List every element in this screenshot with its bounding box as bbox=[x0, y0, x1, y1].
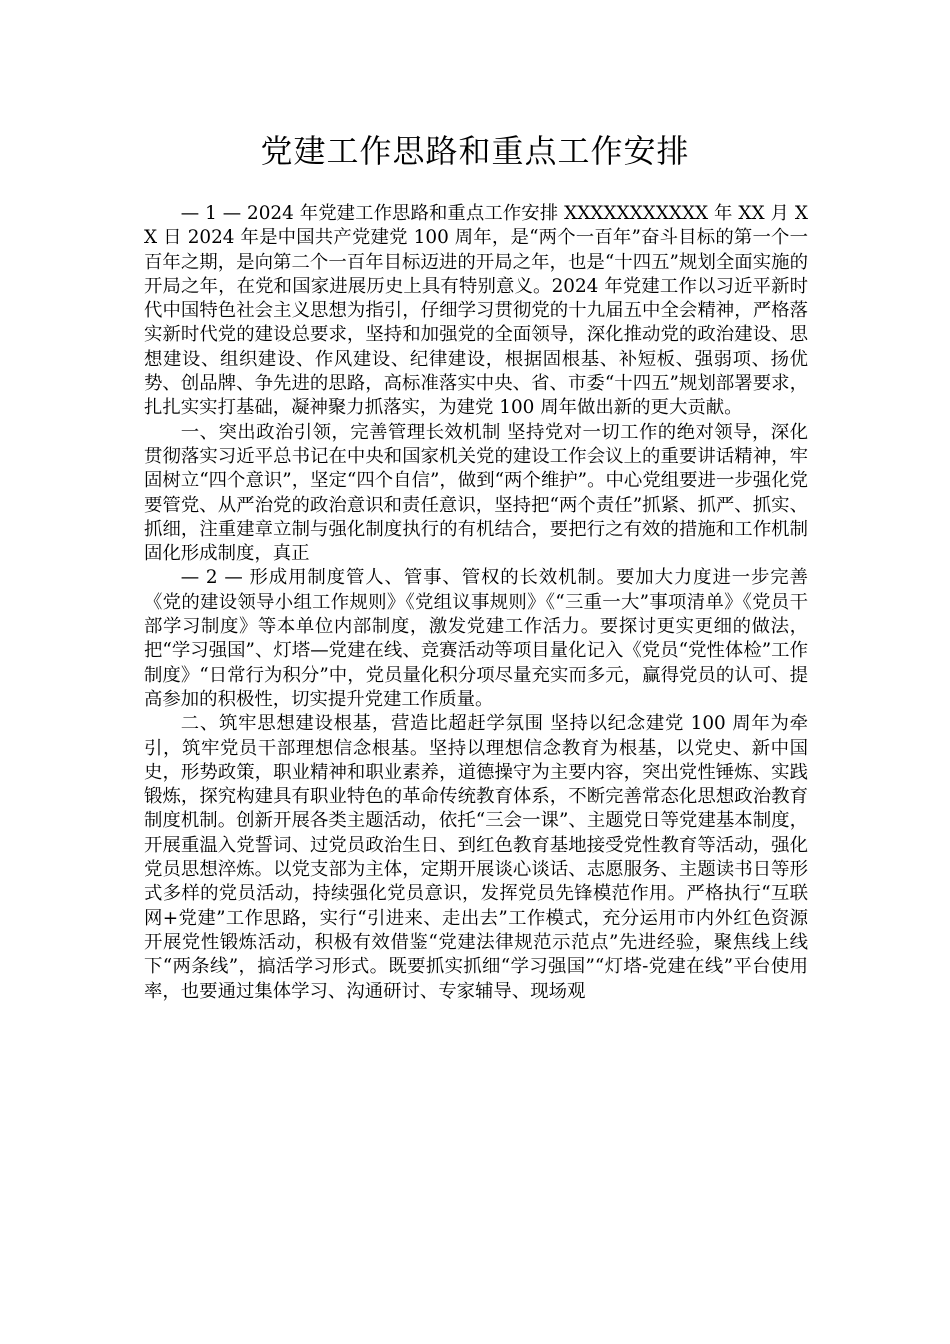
paragraph-2: 一、突出政治引领，完善管理长效机制 坚持党对一切工作的绝对领导，深化贯彻落实习近平总书记在中央和国家机关党的建设工作会议上的重要讲话精神，牢固树立“四个意识”，坚定“四个自信”，做到“两个维护”。中心党组要进一步强化党要管党、从严治党的政治意识和责任意识，坚持把“两个责任”抓紧、抓严、抓实、抓细，注重建章立制与强化制度执行的有机结合，要把行之有效的措施和工作机制固化形成制度，真正 bbox=[144, 421, 808, 565]
paragraph-3: — 2 — 形成用制度管人、管事、管权的长效机制。要加大力度进一步完善《党的建设领导小组工作规则》《党组议事规则》《“三重一大”事项清单》《党员干部学习制度》等本单位内部制度，激发党建工作活力。要探讨更实更细的做法，把“学习强国”、灯塔—党建在线、竞赛活动等项目量化记入《党员“党性体检”工作制度》“日常行为积分”中，党员量化积分项尽量充实而多元，赢得党员的认可、提高参加的积极性，切实提升党建工作质量。 bbox=[144, 567, 808, 710]
paragraph-1: — 1 — 2024 年党建工作思路和重点工作安排 XXXXXXXXXXX 年 XX 月 XX 日 2024 年是中国共产党建党 100 周年，是“两个一百年”奋斗目标的第一个一百年之期，是向第二个一百年目标迈进的开局之年，也是“十四五”规划全面实施的开局之年，在党和国家进展历史上具有特别意义。2024 年党建工作以习近平新时代中国特色社会主义思想为指引，仔细学习贯彻党的十九届五中全会精神，严格落实新时代党的建设总要求，坚持和加强党的全面领导，深化推动党的政治建设、思想建设、组织建设、作风建设、纪律建设，根据固根基、补短板、强弱项、扬优势、创品牌、争先进的思路，高标准落实中央、省、市委“十四五”规划部署要求，扎扎实实打基础，凝神聚力抓落实，为建党 100 周年做出新的更大贡献。 bbox=[144, 203, 808, 419]
document-title: 党建工作思路和重点工作安排 bbox=[260, 132, 690, 170]
paragraph-4: 二、筑牢思想建设根基，营造比超赶学氛围 坚持以纪念建党 100 周年为牵引，筑牢党员干部理想信念根基。坚持以理想信念教育为根基，以党史、新中国史，形势政策，职业精神和职业素养，道德操守为主要内容，突出党性锤炼、实践锻炼，探究构建具有职业特色的革命传统教育体系，不断完善常态化思想政治教育制度机制。创新开展各类主题活动，依托“三会一课”、主题党日等党建基本制度，开展重温入党誓词、过党员政治生日、到红色教育基地接受党性教育等活动，强化党员思想淬炼。以党支部为主体，定期开展谈心谈话、志愿服务、主题读书日等形式多样的党员活动，持续强化党员意识，发挥党员先锋模范作用。严格执行“互联网+党建”工作思路，实行“引进来、走出去”工作模式，充分运用市内外红色资源开展党性锻炼活动，积极有效借鉴“党建法律规范示范点”先进经验，聚焦线上线下“两条线”，搞活学习形式。既要抓实抓细“学习强国”“灯塔-党建在线”平台使用率，也要通过集体学习、沟通研讨、专家辅导、现场观 bbox=[144, 713, 808, 1002]
document-body bbox=[144, 202, 808, 1004]
